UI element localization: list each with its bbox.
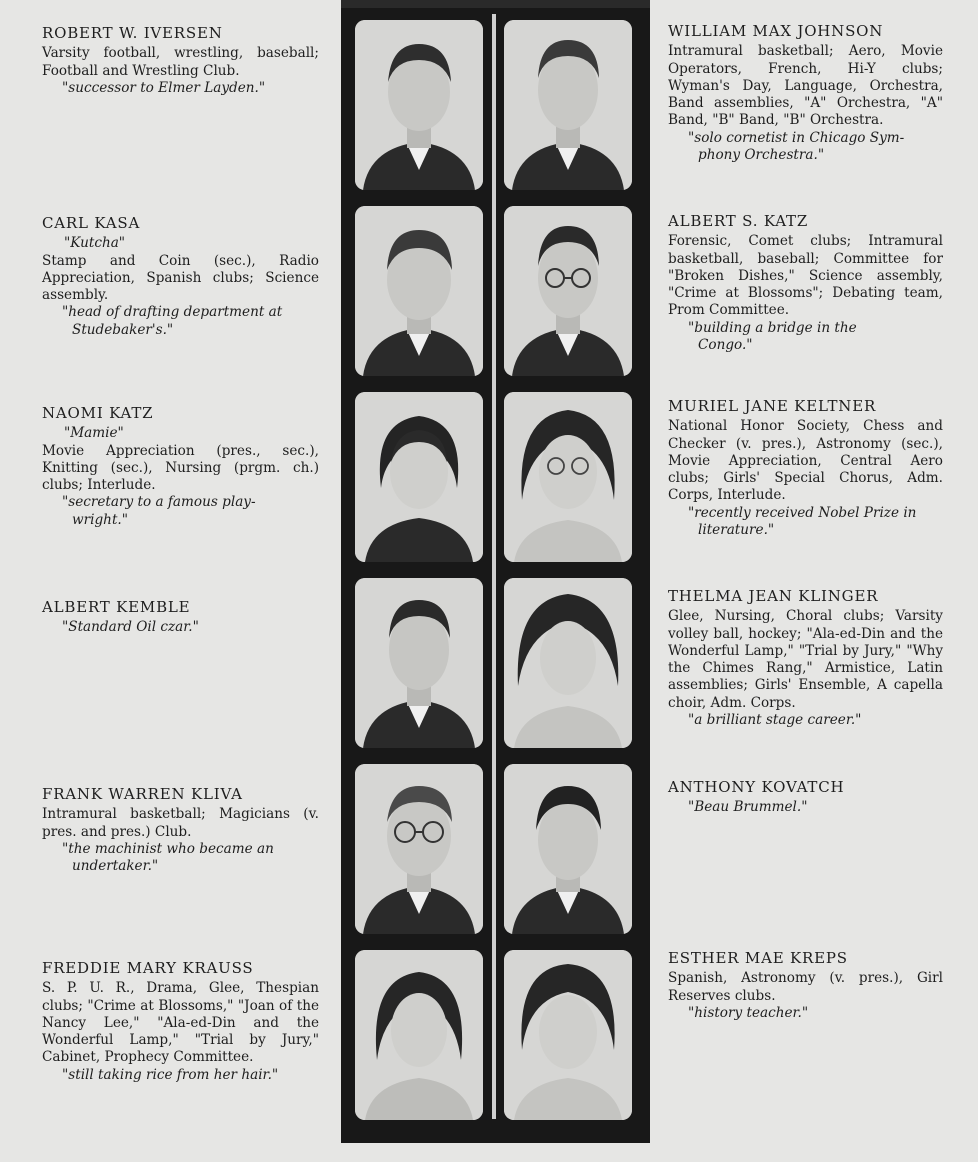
portrait-man-icon xyxy=(504,764,632,934)
student-name: ALBERT KEMBLE xyxy=(42,598,191,616)
student-quote: "still taking rice from her hair." xyxy=(62,1066,279,1083)
strip-top-border xyxy=(341,0,650,8)
portrait-man-icon xyxy=(355,578,483,748)
entry-naomi-katz xyxy=(42,405,319,529)
student-quote: "a brilliant stage career." xyxy=(688,712,862,729)
student-nickname: "Mamie" xyxy=(64,425,124,442)
portrait-photo-johnson xyxy=(504,20,632,190)
portrait-photo-kovatch xyxy=(504,764,632,934)
student-name: MURIEL JANE KELTNER xyxy=(668,397,877,415)
portrait-photo-kreps xyxy=(504,950,632,1120)
strip-divider xyxy=(492,14,496,1119)
entry-esther-kreps xyxy=(668,950,943,1022)
student-quote: "history teacher." xyxy=(688,1004,809,1021)
student-quote: "building a bridge in the Congo." xyxy=(688,319,857,354)
portrait-woman-icon xyxy=(504,578,632,748)
student-quote: "successor to Elmer Layden." xyxy=(62,79,266,96)
student-name: ALBERT S. KATZ xyxy=(668,212,809,230)
portrait-photo-krauss xyxy=(355,950,483,1120)
entry-robert-iversen xyxy=(42,25,319,97)
student-quote: "recently received Nobel Prize in literature." xyxy=(688,504,917,539)
entry-anthony-kovatch xyxy=(668,779,943,817)
portrait-woman-icon xyxy=(504,950,632,1120)
portrait-photo-kasa xyxy=(355,206,483,376)
portrait-woman-icon xyxy=(355,392,483,562)
entry-albert-katz xyxy=(668,213,943,354)
student-activities: Stamp and Coin (sec.), Radio Appreciation, Spanish clubs; Science assembly. xyxy=(42,252,319,304)
portrait-man-glasses-icon xyxy=(355,764,483,934)
entry-frank-kliva xyxy=(42,786,319,875)
student-activities: Movie Appreciation (pres., sec.), Knitting (sec.), Nursing (prgm. ch.) clubs; Interlude. xyxy=(42,442,319,494)
student-activities: Intramural basketball; Magicians (v. pres. and pres.) Club. xyxy=(42,806,319,840)
student-quote: "secretary to a famous play- wright." xyxy=(62,494,256,528)
portrait-photo-keltner xyxy=(504,392,632,562)
student-name: CARL KASA xyxy=(42,214,141,232)
entry-muriel-keltner xyxy=(668,398,943,539)
entry-thelma-klinger xyxy=(668,588,943,729)
student-activities: Forensic, Comet clubs; Intramural basketball, baseball; Committee for "Broken Dishes," Science assembly, "Crime at Blossoms"; Debating team, Prom Committee. xyxy=(668,233,943,319)
student-quote: "the machinist who became an undertaker." xyxy=(62,840,274,875)
entry-carl-kasa xyxy=(42,215,319,339)
student-quote: "solo cornetist in Chicago Sym- phony Orchestra." xyxy=(688,129,905,164)
student-quote: "head of drafting department at Studebaker's." xyxy=(62,304,283,338)
student-name: NAOMI KATZ xyxy=(42,404,154,422)
student-nickname: "Kutcha" xyxy=(64,235,126,252)
student-activities: Glee, Nursing, Choral clubs; Varsity volley ball, hockey; "Ala-ed-Din and the Wonderful Lamp," "Trial by Jury," "Why the Chimes Rang," Armistice, Latin assemblies; Girls' Ensemble, A capella choir, Adm. Corps. xyxy=(668,608,943,711)
student-name: ANTHONY KOVATCH xyxy=(668,778,845,796)
portrait-photo-kliva xyxy=(355,764,483,934)
entry-william-johnson xyxy=(668,23,943,164)
student-name: ESTHER MAE KREPS xyxy=(668,949,848,967)
portrait-man-icon xyxy=(355,206,483,376)
student-name: THELMA JEAN KLINGER xyxy=(668,587,879,605)
portrait-woman-glasses-icon xyxy=(504,392,632,562)
portrait-photo-iversen xyxy=(355,20,483,190)
portrait-man-icon xyxy=(504,20,632,190)
portrait-man-glasses-icon xyxy=(504,206,632,376)
portrait-man-icon xyxy=(355,20,483,190)
portrait-woman-icon xyxy=(355,950,483,1120)
student-activities: Varsity football, wrestling, baseball; Football and Wrestling Club. xyxy=(42,45,319,79)
student-quote: "Beau Brummel." xyxy=(688,799,808,816)
portrait-photo-kemble xyxy=(355,578,483,748)
student-activities: National Honor Society, Chess and Checker (v. pres.), Astronomy (sec.), Movie Appreciation, Central Aero clubs; Girls' Special Chorus, Adm. Corps, Interlude. xyxy=(668,418,943,504)
entry-freddie-krauss xyxy=(42,960,319,1084)
portrait-photo-albert-katz xyxy=(504,206,632,376)
portrait-photo-klinger xyxy=(504,578,632,748)
student-name: FREDDIE MARY KRAUSS xyxy=(42,959,254,977)
student-activities: Intramural basketball; Aero, Movie Operators, French, Hi-Y clubs; Wyman's Day, Language, Orchestra, Band assemblies, "A" Orchestra, "A" Band, "B" Band, "B" Orchestra. xyxy=(668,43,943,129)
portrait-photo-naomi-katz xyxy=(355,392,483,562)
student-name: WILLIAM MAX JOHNSON xyxy=(668,22,884,40)
student-activities: S. P. U. R., Drama, Glee, Thespian clubs; "Crime at Blossoms," "Joan of the Nancy Lee," "Ala-ed-Din and the Wonderful Lamp," "Trial by Jury," Cabinet, Prophecy Committee. xyxy=(42,980,319,1066)
entry-albert-kemble xyxy=(42,599,319,637)
student-name: FRANK WARREN KLIVA xyxy=(42,785,243,803)
student-activities: Spanish, Astronomy (v. pres.), Girl Reserves clubs. xyxy=(668,970,943,1004)
student-name: ROBERT W. IVERSEN xyxy=(42,24,223,42)
student-quote: "Standard Oil czar." xyxy=(62,619,199,636)
photo-strip xyxy=(341,0,650,1143)
